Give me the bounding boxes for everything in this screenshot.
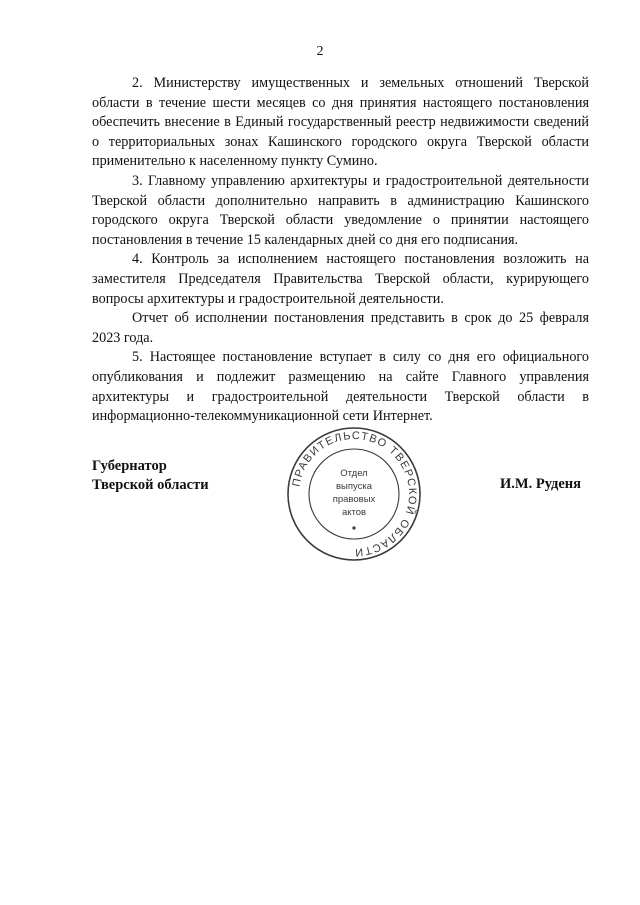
paragraph-report-deadline: Отчет об исполнении постановления представить в срок до 25 февраля 2023 года. <box>92 310 589 346</box>
signatory-position <box>92 457 209 494</box>
official-seal <box>286 426 422 562</box>
paragraph-4: 4. Контроль за исполнением настоящего постановления возложить на заместителя Председателя Правительства Тверской области, курирующего вопросы архитектуры и градостроительной деятельности. <box>92 251 589 307</box>
page-number: 2 <box>316 44 324 59</box>
signatory-title: Губернатор <box>92 458 167 474</box>
signatory-name: И.М. Руденя <box>500 476 582 492</box>
seal-center-line-3: правовых <box>332 494 376 505</box>
paragraph-5: 5. Настоящее постановление вступает в силу со дня его официального опубликования и подлежит размещению на сайте Главного управления архитектуры и градостроительной деятельности Тверской области в информационно-телекоммуникационной сети Интернет. <box>92 349 589 425</box>
document-body <box>92 74 589 427</box>
paragraph-2: 2. Министерству имущественных и земельных отношений Тверской области в течение шести месяцев со дня принятия настоящего постановления обеспечить внесение в Единый государственный реестр недвижимости сведений о территориальных зонах Кашинского городского округа Тверской области применительно к населенному пункту Сумино. <box>92 75 589 170</box>
seal-dot-icon <box>352 526 355 529</box>
seal-center-line-1: Отдел <box>340 468 368 479</box>
signatory-region: Тверской области <box>92 476 209 493</box>
seal-center-line-4: актов <box>341 507 367 518</box>
paragraph-3: 3. Главному управлению архитектуры и градостроительной деятельности Тверской области дополнительно направить в администрацию Кашинского городского округа Тверской области уведомление о принятии настоящего постановления в течение 15 календарных дней со дня его подписания. <box>92 172 589 248</box>
seal-ring-text: ПРАВИТЕЛЬСТВО ТВЕРСКОЙ ОБЛАСТИ <box>290 429 419 559</box>
seal-center-line-2: выпуска <box>335 481 373 492</box>
